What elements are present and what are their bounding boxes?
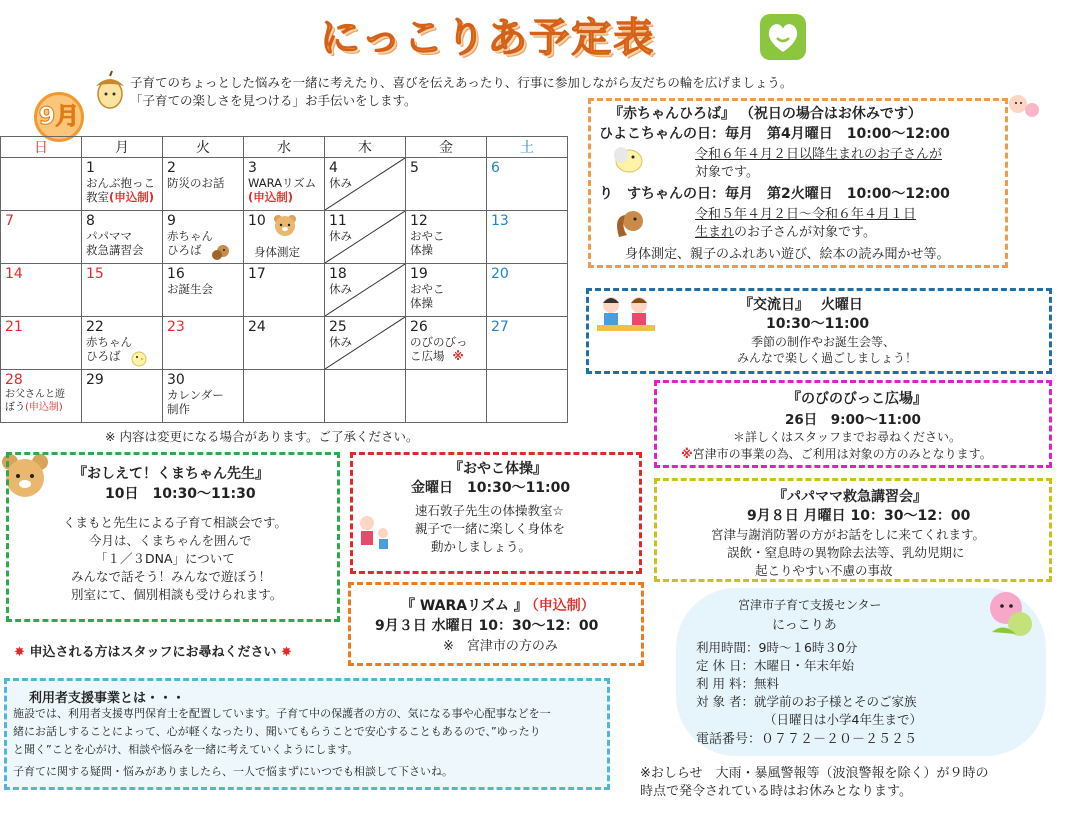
support-para-1b: 緒にお話しすることによって、心が軽くなったり、聞いてもらうことで安心することもあるので、”ゆったり — [13, 725, 541, 738]
center-name-1: 宮津市子育て支援センター — [738, 598, 882, 612]
calendar-cell — [325, 158, 406, 211]
calendar-cell — [406, 211, 487, 264]
flower-icon: ✸ — [280, 645, 292, 660]
calendar-cell — [244, 158, 325, 211]
calendar — [0, 136, 568, 423]
event-text: おやこ — [410, 282, 445, 296]
papamama-desc-3: 起こりやすい不慮の事故 — [755, 563, 893, 578]
flower-icon: ✸ — [14, 645, 25, 660]
event-text: 休み — [329, 229, 352, 243]
hiyoko-schedule: ひよこちゃんの日：毎月 第4月曜日 10:00～12:00 — [599, 126, 950, 142]
calendar-cell — [1, 317, 82, 370]
kuma-desc-5: 別室にて、個別相談も受けられます。 — [71, 587, 283, 602]
event-text: ひろば — [167, 243, 202, 257]
weekday-thu: 木 — [325, 137, 406, 158]
bear-icon — [272, 213, 298, 237]
calendar-cell — [244, 211, 325, 264]
calendar-cell — [163, 317, 244, 370]
intro-line-2: 「子育ての楽しさを見つける」お手伝いをします。 — [130, 93, 417, 108]
calendar-cell — [487, 211, 568, 264]
weekday-tue: 火 — [163, 137, 244, 158]
calendar-cell-empty — [325, 370, 406, 423]
kuma-sensei-box — [6, 452, 340, 622]
calendar-cell — [406, 158, 487, 211]
calendar-week — [1, 317, 568, 370]
oyako-time: 金曜日 10:30～11:00 — [411, 480, 571, 496]
support-box — [4, 678, 610, 790]
weekday-fri: 金 — [406, 137, 487, 158]
day-number: 27 — [491, 319, 509, 335]
kuma-desc-1: くまもと先生による子育て相談会です。 — [63, 515, 288, 530]
day-number: 23 — [167, 319, 185, 335]
day-number: 12 — [410, 213, 428, 229]
weekday-mon: 月 — [82, 137, 163, 158]
support-para-1a: 施設では、利用者支援専門保育士を配置しています。子育て中の保護者の方の、気になる事や心配事などを一 — [13, 707, 551, 720]
event-text: ぼう — [5, 402, 25, 413]
day-number: 13 — [491, 213, 509, 229]
event-text: おやこ — [410, 229, 445, 243]
center-hours: 利用時間：9時～１6時３0分 — [696, 640, 858, 655]
koryu-title: 『交流日』 火曜日 — [739, 297, 863, 313]
calendar-cell-empty — [244, 370, 325, 423]
page-title: にっこりあ予定表 — [320, 15, 656, 61]
calendar-cell — [487, 264, 568, 317]
exercise-icon — [353, 513, 393, 555]
day-number: 21 — [5, 319, 23, 335]
closed-slash — [325, 158, 405, 210]
calendar-cell — [406, 264, 487, 317]
apply-badge: (申込制) — [109, 190, 155, 204]
weather-note-1: ※おしらせ 大雨・暴風警報等（波浪警報を除く）が９時の — [640, 766, 989, 781]
calendar-cell — [82, 370, 163, 423]
calendar-cell — [1, 370, 82, 423]
event-text: のびのびっ — [410, 335, 468, 349]
note-mark: ※ — [681, 447, 693, 461]
day-number: 24 — [248, 319, 266, 335]
weather-note-2: 時点で発令されている時はお休みとなります。 — [640, 784, 912, 799]
squirrel-icon — [211, 243, 231, 261]
akachan-activity: 身体測定、親子のふれあい遊び、絵本の読み聞かせ等。 — [625, 247, 950, 262]
event-text: 防災のお話 — [167, 176, 225, 190]
koryu-box — [586, 288, 1052, 374]
event-text: 体操 — [410, 243, 433, 257]
calendar-cell — [163, 264, 244, 317]
event-text: カレンダー — [167, 388, 224, 402]
wara-title: 『 WARAリズム 』 — [401, 598, 528, 614]
day-number: 22 — [86, 319, 104, 335]
event-text: 制作 — [167, 402, 190, 416]
calendar-cell — [487, 158, 568, 211]
oyako-desc-3: 動かしましょう。 — [431, 539, 532, 554]
akachan-title: 『赤ちゃんひろば』 （祝日の場合はお休みです） — [609, 106, 922, 122]
day-number: 11 — [329, 213, 347, 229]
kuma-title: 『おしえて！くまちゃん先生』 — [73, 466, 269, 482]
day-number: 26 — [410, 319, 428, 335]
day-number: 9 — [167, 213, 176, 229]
calendar-cell — [82, 158, 163, 211]
chick-icon — [130, 349, 148, 367]
event-text: こ広場 — [410, 349, 445, 363]
day-number: 2 — [167, 160, 176, 176]
calendar-week — [1, 211, 568, 264]
support-title: 利用者支援事業とは・・・ — [29, 691, 186, 706]
day-number: 18 — [329, 266, 347, 282]
event-text: パパママ — [86, 229, 132, 243]
closed-slash — [325, 264, 405, 316]
wara-time: 9月３日 水曜日 10：30～12：00 — [375, 618, 599, 634]
event-text: 休み — [329, 282, 352, 296]
center-target: 対 象 者：就学前のお子様とそのご家族 — [696, 694, 917, 709]
day-number: 17 — [248, 266, 266, 282]
chick-icon — [611, 143, 645, 175]
koryu-time: 10:30～11:00 — [766, 316, 870, 332]
change-note: ※ 内容は変更になる場合があります。ご了承ください。 — [105, 429, 419, 444]
squirrel-icon — [613, 207, 647, 239]
event-text: 赤ちゃん — [167, 229, 213, 243]
calendar-week — [1, 158, 568, 211]
calendar-cell — [325, 264, 406, 317]
apply-badge: (申込制) — [25, 402, 63, 413]
nobinobi-desc-2: 宮津市の事業の為、ご利用は対象の方のみとなります。 — [692, 447, 992, 461]
calendar-cell-empty — [1, 158, 82, 211]
day-number: 29 — [86, 372, 104, 388]
event-text: WARAリズム — [248, 176, 317, 190]
closed-slash — [325, 211, 405, 263]
flower-character-icon — [982, 588, 1036, 642]
event-text: 救急講習会 — [86, 243, 144, 257]
oyako-title: 『おやこ体操』 — [449, 461, 547, 477]
nobinobi-time: 26日 9:00～11:00 — [785, 412, 921, 428]
day-number: 20 — [491, 266, 509, 282]
apply-badge: (申込制) — [248, 190, 294, 204]
day-number: 25 — [329, 319, 347, 335]
day-number: 7 — [5, 213, 14, 229]
papamama-time: 9月８日 月曜日 10：30～12：00 — [747, 508, 971, 524]
oyako-desc-1: 速石敦子先生の体操教室☆ — [415, 503, 564, 518]
day-number: 19 — [410, 266, 428, 282]
akachan-hiroba-box — [588, 98, 1008, 268]
center-target-2: （日曜日は小学4年生まで） — [764, 712, 922, 727]
event-text: 休み — [329, 176, 352, 190]
risu-desc-2a: 生まれ — [695, 225, 735, 240]
calendar-cell — [325, 211, 406, 264]
heart-logo-icon — [758, 12, 808, 62]
wara-rhythm-box — [348, 582, 644, 666]
koryu-desc-1: 季節の制作やお誕生会等、 — [751, 335, 896, 349]
day-number: 28 — [5, 372, 23, 388]
event-text: 赤ちゃん — [86, 335, 132, 349]
day-number: 16 — [167, 266, 185, 282]
event-text: お父さんと遊 — [5, 389, 65, 400]
calendar-cell — [1, 264, 82, 317]
calendar-cell-empty — [406, 370, 487, 423]
day-number: 8 — [86, 213, 95, 229]
day-number: 15 — [86, 266, 104, 282]
note-mark: ※ — [452, 349, 464, 363]
day-number: 5 — [410, 160, 419, 176]
center-closed: 定 休 日：木曜日・年末年始 — [696, 658, 854, 673]
risu-schedule: り すちゃんの日：毎月 第2火曜日 10:00～12:00 — [599, 186, 950, 202]
nobinobi-title: 『のびのびっこ広場』 — [787, 391, 927, 407]
baby-icon — [1006, 92, 1040, 122]
weekday-sat: 土 — [487, 137, 568, 158]
calendar-cell — [82, 264, 163, 317]
calendar-cell — [244, 317, 325, 370]
nobinobi-desc-1: ＊詳しくはスタッフまでお尋ねください。 — [733, 430, 962, 444]
papamama-desc-1: 宮津与謝消防署の方がお話をしに来てくれます。 — [711, 527, 986, 542]
calendar-cell — [1, 211, 82, 264]
kuma-desc-2: 今月は、くまちゃんを囲んで — [89, 533, 252, 548]
event-text: おんぶ抱っこ — [86, 176, 155, 190]
acorn-icon — [92, 70, 128, 110]
koryu-desc-2: みんなで楽しく過ごしましょう！ — [737, 351, 918, 365]
apply-note — [14, 641, 292, 660]
event-text: 休み — [329, 335, 352, 349]
weekday-wed: 水 — [244, 137, 325, 158]
center-name-2: にっこりあ — [772, 618, 837, 633]
calendar-cell — [163, 211, 244, 264]
event-text: お誕生会 — [167, 282, 213, 296]
calendar-cell — [244, 264, 325, 317]
closed-slash — [325, 317, 405, 369]
day-number: 4 — [329, 160, 338, 176]
apply-badge: （申込制） — [531, 598, 595, 614]
papamama-desc-2: 誤飲・窒息時の異物除去法等、乳幼児期に — [727, 545, 965, 560]
month-badge: 9月 — [34, 92, 84, 142]
kids-icon — [595, 293, 657, 333]
event-text: 体操 — [410, 296, 433, 310]
event-text: 身体測定 — [254, 245, 300, 259]
papamama-title: 『パパママ救急講習会』 — [773, 489, 927, 505]
center-fee: 利 用 料：無料 — [696, 676, 779, 691]
center-tel: 電話番号：０７７２－２０－２５２５ — [696, 732, 918, 747]
nobinobi-box — [654, 380, 1052, 468]
calendar-week — [1, 264, 568, 317]
apply-note-text: 申込される方はスタッフにお尋ねください — [29, 645, 277, 660]
day-number: 6 — [491, 160, 500, 176]
calendar-header-row — [1, 137, 568, 158]
intro-line-1: 子育てのちょっとした悩みを一緒に考えたり、喜びを伝えあったり、行事に参加しながら友だちの輪を広げましょう。 — [130, 75, 793, 90]
event-text: ひろば — [86, 349, 121, 363]
weekday-sun: 日 — [1, 137, 82, 158]
event-text: 教室 — [86, 190, 109, 204]
calendar-cell — [82, 317, 163, 370]
calendar-cell — [163, 158, 244, 211]
day-number: 30 — [167, 372, 185, 388]
risu-desc-2b: のお子さんが対象です。 — [734, 225, 876, 240]
kuma-desc-3: 「１／３DNA」について — [95, 551, 235, 566]
oyako-desc-2: 親子で一緒に楽しく身体を — [415, 521, 566, 536]
calendar-cell-empty — [487, 370, 568, 423]
calendar-cell — [163, 370, 244, 423]
kuma-time: 10日 10:30～11:30 — [105, 486, 256, 502]
hiyoko-desc-2: 対象です。 — [695, 165, 759, 180]
calendar-cell — [325, 317, 406, 370]
calendar-cell — [487, 317, 568, 370]
wara-desc-1: ※ 宮津市の方のみ — [443, 639, 558, 654]
calendar-cell — [82, 211, 163, 264]
kuma-desc-4: みんなで話そう！みんなで遊ぼう！ — [71, 569, 272, 584]
support-para-2: 子育てに関する疑問・悩みがありましたら、一人で悩まずにいつでも相談して下さいね。 — [13, 765, 453, 778]
support-para-1c: と聞く”ことを心がけ、相談や悩みを一緒に考えていくようにします。 — [13, 743, 359, 756]
day-number: 10 — [248, 213, 266, 229]
hiyoko-desc-1: 令和６年４月２日以降生まれのお子さんが — [695, 147, 943, 162]
oyako-taiso-box — [350, 452, 642, 574]
day-number: 3 — [248, 160, 257, 176]
risu-desc-1: 令和５年４月２日～令和６年４月１日 — [695, 207, 917, 222]
day-number: 1 — [86, 160, 95, 176]
calendar-week — [1, 370, 568, 423]
papamama-box — [654, 478, 1052, 582]
calendar-cell — [406, 317, 487, 370]
day-number: 14 — [5, 266, 23, 282]
